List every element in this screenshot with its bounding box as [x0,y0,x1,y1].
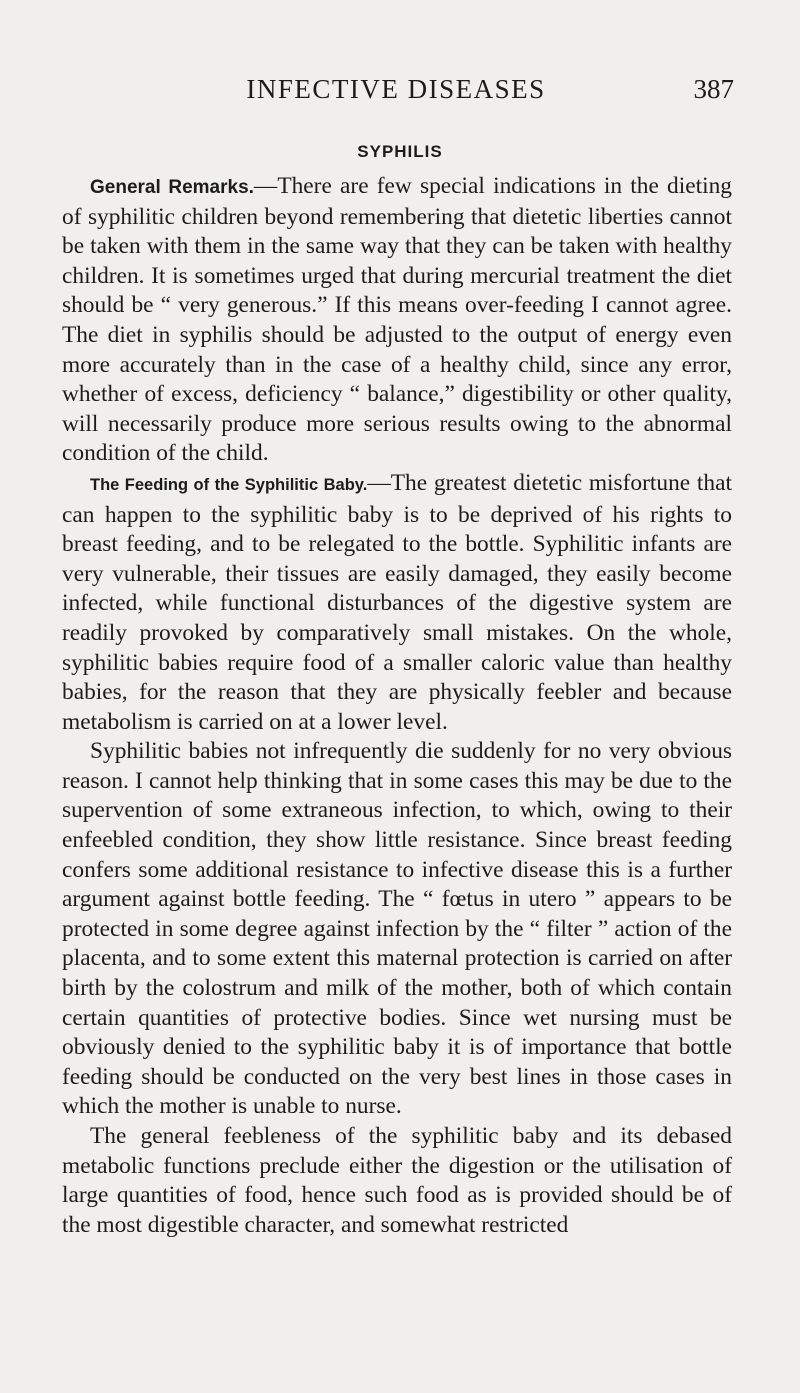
page-number: 387 [693,74,734,104]
run-in-heading: The Feeding of the Syphilitic Baby. [90,475,368,494]
paragraph-text: The general feebleness of the syphilitic baby and its debased metabolic functions preclude either the digestion or the utilisation of large quantities of food, hence such food as is provided should be of the most digestible character, and somewhat restricted [62,1123,732,1238]
paragraph-general-remarks [62,172,732,469]
run-in-heading: General Remarks. [90,177,254,198]
running-head [62,74,734,114]
paragraph-text: Syphilitic babies not infrequently die suddenly for no very obvious reason. I cannot help thinking that in some cases this may be due to the supervention of some extraneous infection, to which, owing to their enfeebled condition, they show little resistance. Since breast feeding confers some additional resistance to infective disease this is a further argument against bottle feeding. The “ fœtus in utero ” appears to be protected in some degree against infection by the “ filter ” action of the placenta, and to some extent this maternal protection is carried on after birth by the colostrum and milk of the mother, both of which contain certain quantities of protective bodies. Since wet nursing must be obviously denied to the syphilitic baby it is of importance that bottle feeding should be conducted on the very best lines in those cases in which the mother is unable to nurse. [62,738,732,1120]
running-title: INFECTIVE DISEASES [246,74,546,104]
paragraph-sudden-death [62,737,732,1122]
section-title: SYPHILIS [357,142,443,161]
paragraph-general-feebleness [62,1122,732,1240]
paragraph-feeding-syphilitic-baby [62,469,732,737]
body-text [62,172,732,1240]
paragraph-text: —There are few special indications in the dieting of syphilitic children beyond remembering that dietetic liberties cannot be taken with them in the same way that they can be taken with healthy children. It is sometimes urged that during mercurial treatment the diet should be “ very generous.” If this means over-feeding I cannot agree. The diet in syphilis should be adjusted to the output of energy even more accurately than in the case of a healthy child, since any error, whether of excess, deficiency “ balance,” digestibility or other quality, will necessarily produce more serious results owing to the abnormal condition of the child. [62,173,732,467]
paragraph-text: —The greatest dietetic misfortune that can happen to the syphilitic baby is to be deprived of his rights to breast feeding, and to be relegated to the bottle. Syphilitic infants are very vulnerable, their tissues are easily damaged, they easily become infected, while functional disturbances of the digestive system are readily provoked by comparatively small mistakes. On the whole, syphilitic babies require food of a smaller caloric value than healthy babies, for the reason that they are physically feebler and because metabolism is carried on at a lower level. [62,469,732,735]
